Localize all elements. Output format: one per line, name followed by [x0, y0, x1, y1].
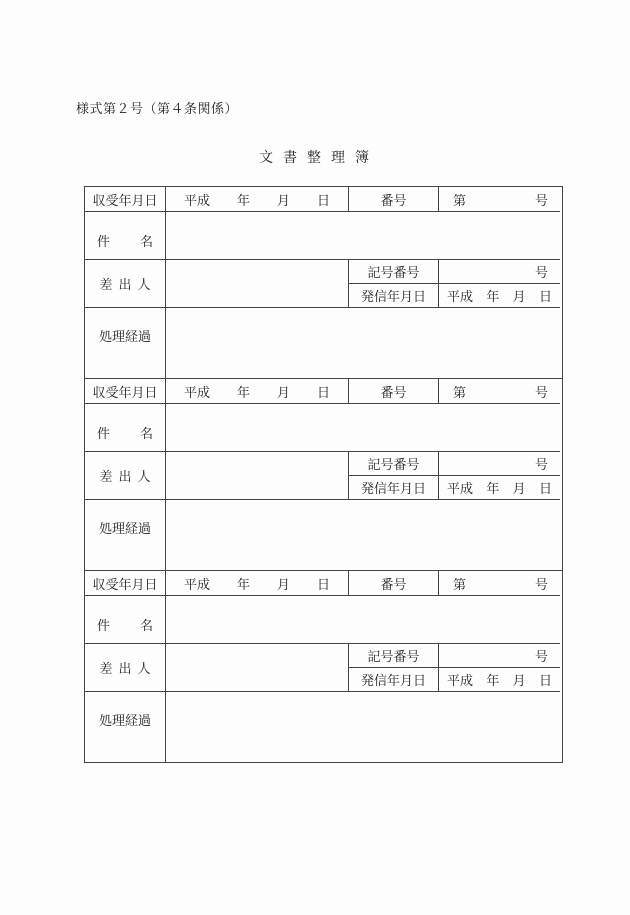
go-label: 号	[534, 458, 548, 473]
dai-label: 第	[453, 577, 467, 593]
ref-number-label: 記号番号	[348, 260, 438, 284]
year-label: 年	[486, 290, 500, 305]
era-label: 平成	[184, 193, 211, 209]
received-date-field[interactable]	[165, 187, 348, 212]
month-label: 月	[276, 577, 290, 593]
sent-date-label: 発信年月日	[348, 284, 438, 308]
sender-label: 差出人	[85, 452, 165, 500]
era-label: 平成	[184, 577, 211, 593]
day-label: 日	[538, 290, 552, 305]
subject-char-2: 名	[139, 235, 153, 250]
sent-date-label: 発信年月日	[348, 668, 438, 692]
era-label: 平成	[447, 290, 474, 305]
day-label: 日	[538, 674, 552, 689]
number-field[interactable]	[438, 379, 560, 404]
year-label: 年	[236, 385, 250, 401]
received-date-label: 収受年月日	[85, 187, 165, 212]
sent-date-field[interactable]	[438, 284, 560, 308]
register-entry-2	[85, 379, 562, 571]
subject-char-1: 件	[97, 427, 111, 442]
sent-date-field[interactable]	[438, 476, 560, 500]
subject-field[interactable]	[165, 404, 560, 452]
received-date-field[interactable]	[165, 379, 348, 404]
sent-date-label: 発信年月日	[348, 476, 438, 500]
month-label: 月	[276, 193, 290, 209]
era-label: 平成	[184, 385, 211, 401]
register-entry-3	[85, 571, 562, 763]
number-field[interactable]	[438, 571, 560, 596]
received-date-field[interactable]	[165, 571, 348, 596]
go-label: 号	[534, 650, 548, 665]
ref-number-field[interactable]	[438, 452, 560, 476]
processing-label: 処理経過	[98, 714, 151, 729]
subject-field[interactable]	[165, 212, 560, 260]
year-label: 年	[236, 193, 250, 209]
received-date-label: 収受年月日	[85, 379, 165, 404]
month-label: 月	[512, 674, 526, 689]
year-label: 年	[486, 482, 500, 497]
processing-field[interactable]	[165, 692, 560, 763]
processing-field[interactable]	[165, 500, 560, 571]
dai-label: 第	[453, 193, 467, 209]
sender-label: 差出人	[85, 260, 165, 308]
month-label: 月	[512, 290, 526, 305]
subject-char-2: 名	[139, 427, 153, 442]
ref-number-field[interactable]	[438, 260, 560, 284]
sender-field[interactable]	[165, 644, 348, 692]
subject-char-2: 名	[139, 619, 153, 634]
year-label: 年	[236, 577, 250, 593]
go-label: 号	[534, 266, 548, 281]
form-number-label: 様式第２号（第４条関係）	[76, 102, 239, 117]
subject-label	[85, 404, 165, 452]
subject-char-1: 件	[97, 619, 111, 634]
go-label: 号	[534, 193, 548, 209]
year-label: 年	[486, 674, 500, 689]
ref-number-label: 記号番号	[348, 452, 438, 476]
month-label: 月	[512, 482, 526, 497]
number-label: 番号	[348, 379, 438, 404]
go-label: 号	[534, 385, 548, 401]
day-label: 日	[316, 577, 330, 593]
go-label: 号	[534, 577, 548, 593]
processing-label: 処理経過	[98, 330, 151, 345]
subject-char-1: 件	[97, 235, 111, 250]
dai-label: 第	[453, 385, 467, 401]
sent-date-field[interactable]	[438, 668, 560, 692]
document-register-table	[84, 186, 563, 763]
day-label: 日	[316, 193, 330, 209]
ref-number-field[interactable]	[438, 644, 560, 668]
day-label: 日	[316, 385, 330, 401]
sender-label: 差出人	[85, 644, 165, 692]
number-label: 番号	[348, 187, 438, 212]
register-entry-1	[85, 187, 562, 379]
subject-label	[85, 212, 165, 260]
day-label: 日	[538, 482, 552, 497]
era-label: 平成	[447, 674, 474, 689]
received-date-label: 収受年月日	[85, 571, 165, 596]
number-label: 番号	[348, 571, 438, 596]
document-title: 文書整理簿	[259, 150, 379, 166]
era-label: 平成	[447, 482, 474, 497]
sender-field[interactable]	[165, 260, 348, 308]
subject-label	[85, 596, 165, 644]
month-label: 月	[276, 385, 290, 401]
ref-number-label: 記号番号	[348, 644, 438, 668]
number-field[interactable]	[438, 187, 560, 212]
sender-field[interactable]	[165, 452, 348, 500]
processing-label: 処理経過	[98, 522, 151, 537]
subject-field[interactable]	[165, 596, 560, 644]
processing-field[interactable]	[165, 308, 560, 379]
